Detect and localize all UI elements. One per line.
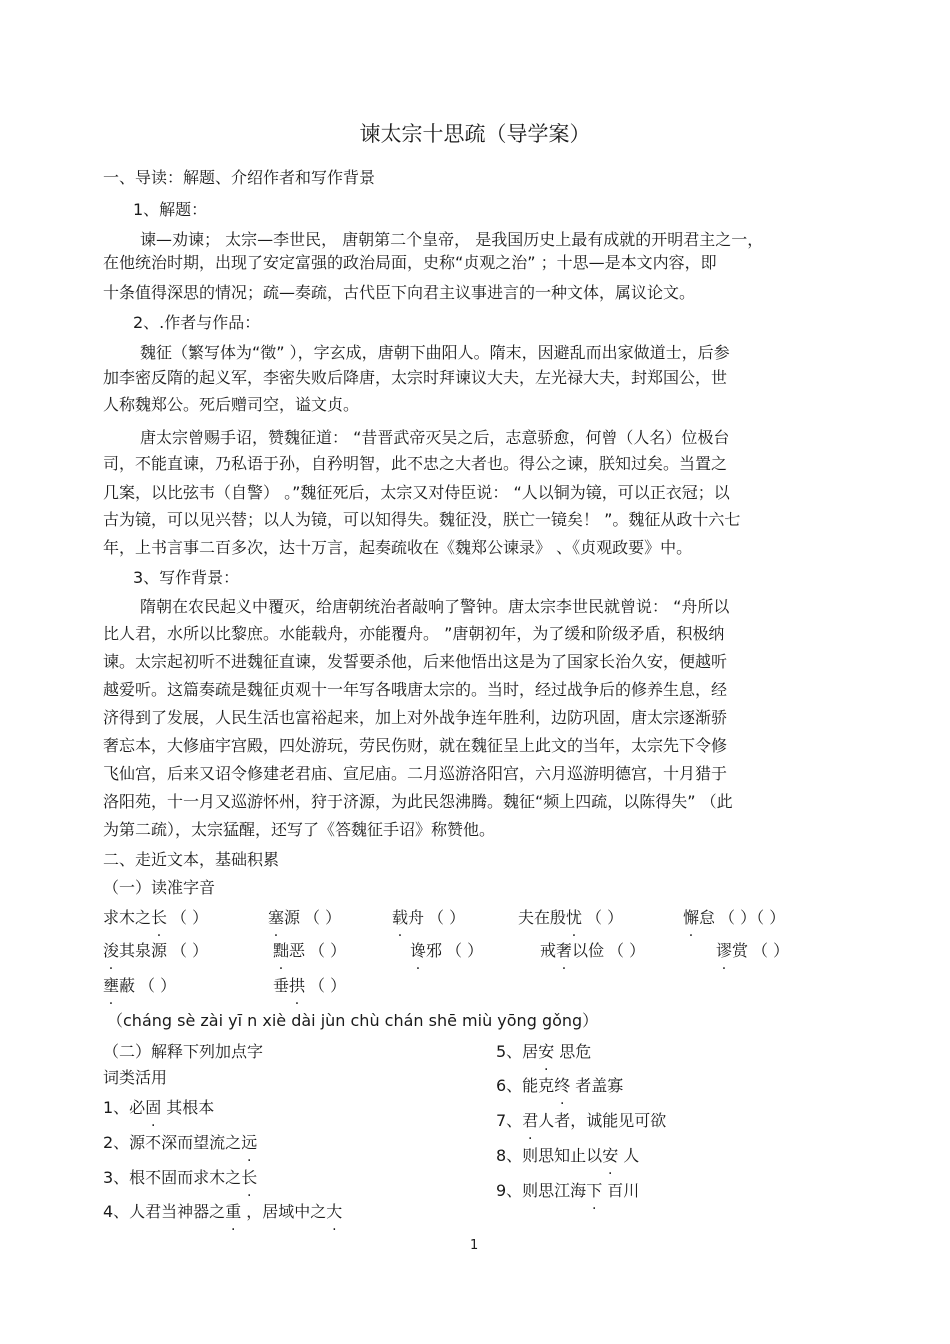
explain-item: 6、能克终 者盖寡 (496, 1076, 624, 1095)
jieti-line-2: 在他统治时期，出现了安定富强的政治局面，史称“贞观之治” ；十思—是本文内容，即 (103, 253, 717, 272)
pinyin-answers: （cháng sè zài yī n xiè dài jùn chù chán shē miù yōng gǒng） (107, 1011, 599, 1030)
bg-line-2: 比人君，水所以比黎庶。水能载舟，亦能覆舟。 ”唐朝初年，为了缓和阶级矛盾，积极纳 (103, 624, 725, 643)
pinyin-item: 浚其泉源 （ ） (103, 941, 209, 960)
subheading-pinyin: （一）读准字音 (103, 878, 216, 897)
pinyin-item: 黜恶 （ ） (273, 941, 347, 960)
pinyin-item: 垂拱 （ ） (273, 976, 347, 995)
works-line-1: 唐太宗曾赐手诏，赞魏征道： “昔晋武帝灭吴之后，志意骄愈，何曾（人名）位极台 (140, 428, 730, 447)
explain-item: 2、源不深而望流之远 (103, 1133, 258, 1152)
author-line-3: 人称魏郑公。死后赠司空，谥文贞。 (103, 395, 360, 414)
pinyin-item: 夫在殷忧 （ ） (518, 908, 624, 927)
subheading-explain: （二）解释下列加点字 (103, 1042, 264, 1061)
explain-item: 4、人君当神器之重 ，居域中之大 (103, 1202, 343, 1221)
bg-line-6: 奢忘本，大修庙宇宫殿，四处游玩，劳民伤财，就在魏征呈上此文的当年，太宗先下令修 (103, 736, 728, 755)
bg-line-7: 飞仙宫，后来又诏令修建老君庙、宣尼庙。二月巡游洛阳宫，六月巡游明德宫，十月猎于 (103, 764, 728, 783)
page-title: 谏太宗十思疏（导学案） (359, 122, 591, 146)
author-line-2: 加李密反隋的起义军，李密失败后降唐，太宗时拜谏议大夫，左光禄大夫，封郑国公，世 (103, 368, 728, 387)
explain-item: 1、必固 其根本 (103, 1098, 215, 1117)
bg-line-3: 谏。太宗起初听不进魏征直谏，发誓要杀他，后来他悟出这是为了国家长治久安，便越听 (103, 652, 728, 671)
bg-line-9: 为第二疏），太宗猛醒，还写了《答魏征手诏》称赞他。 (103, 820, 496, 839)
page-number: 1 (470, 1238, 479, 1253)
works-line-2: 司，不能直谏，乃私语于孙，自矜明智，此不忠之大者也。得公之谏，朕知过矣。当置之 (103, 454, 728, 473)
pinyin-item: 塞源 （ ） (268, 908, 342, 927)
pinyin-item: 求木之长 （ ） (103, 908, 209, 927)
explain-item: 3、根不固而求木之长 (103, 1168, 258, 1187)
pinyin-item: 壅蔽 （ ） (103, 976, 177, 995)
works-line-3: 几案，以比弦韦（自警） 。”魏征死后，太宗又对侍臣说： “人以铜为镜，可以正衣冠；以 (103, 483, 730, 502)
pinyin-item: 懈怠 （ ）（ ） (683, 908, 786, 927)
bg-line-8: 洛阳苑，十一月又巡游怀州，狩于济源，为此民怨沸腾。魏征“频上四疏，以陈得失” （此 (103, 792, 733, 811)
explain-item: 7、君人者，诚能见可欲 (496, 1111, 667, 1130)
subheading-author: 2、.作者与作品： (133, 313, 261, 332)
pinyin-item: 戒奢以俭 （ ） (540, 941, 646, 960)
author-line-1: 魏征（繁写体为“徵” ），字玄成，唐朝下曲阳人。隋末，因避乱而出家做道士，后参 (140, 343, 730, 362)
jieti-line-1: 谏—劝谏； 太宗—李世民， 唐朝第二个皇帝， 是我国历史上最有成就的开明君主之一， (140, 230, 764, 249)
works-line-4: 古为镜，可以见兴替；以人为镜，可以知得失。魏征没，朕亡一镜矣！ ”。魏征从政十六七 (103, 510, 741, 529)
explain-item: 9、则思江海下 百川 (496, 1181, 640, 1200)
works-line-5: 年，上书言事二百多次，达十万言，起奏疏收在《魏郑公谏录》 、《贞观政要》中。 (103, 538, 693, 557)
bg-line-5: 济得到了发展，人民生活也富裕起来，加上对外战争连年胜利，边防巩固，唐太宗逐渐骄 (103, 708, 728, 727)
subheading-jieti: 1、解题： (133, 200, 208, 219)
pinyin-item: 载舟 （ ） (392, 908, 466, 927)
cilei-label: 词类活用 (103, 1068, 168, 1087)
explain-item: 5、居安 思危 (496, 1042, 592, 1061)
jieti-line-3: 十条值得深思的情况；疏—奏疏，古代臣下向君主议事进言的一种文体，属议论文。 (103, 283, 696, 302)
explain-item: 8、则思知止以安 人 (496, 1146, 640, 1165)
section1-heading: 一、导读：解题、介绍作者和写作背景 (103, 168, 376, 187)
section2-heading: 二、走近文本，基础积累 (103, 850, 280, 869)
subheading-background: 3、写作背景： (133, 568, 240, 587)
pinyin-item: 谗邪 （ ） (410, 941, 484, 960)
bg-line-1: 隋朝在农民起义中覆灭，给唐朝统治者敲响了警钟。唐太宗李世民就曾说： “舟所以 (140, 597, 730, 616)
pinyin-item: 谬赏 （ ） (716, 941, 790, 960)
bg-line-4: 越爱听。这篇奏疏是魏征贞观十一年写各哦唐太宗的。当时，经过战争后的修养生息，经 (103, 680, 728, 699)
